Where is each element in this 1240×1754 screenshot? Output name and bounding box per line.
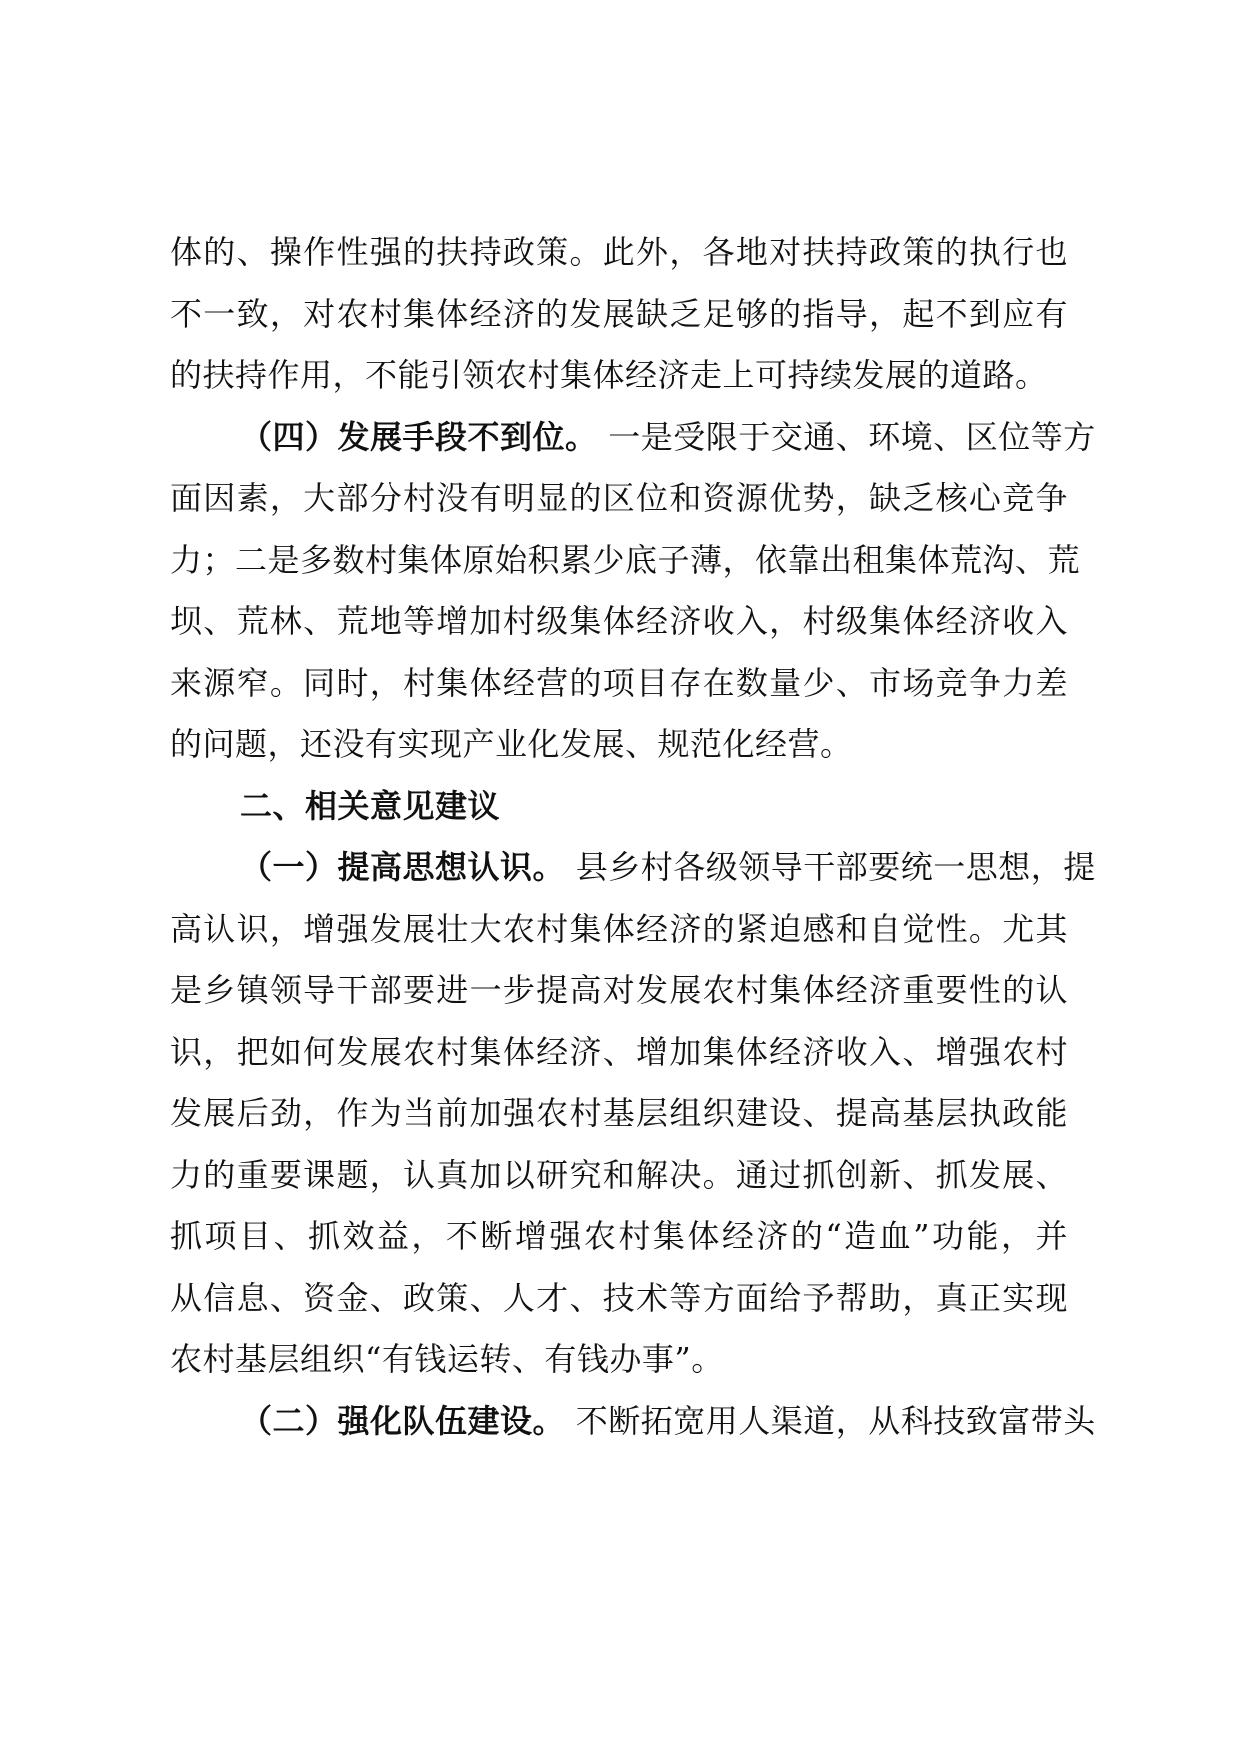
- subsection-1-first-line: [170, 837, 1096, 899]
- text-line: 面因素，大部分村没有明显的区位和资源优势，缺乏核心竞争: [170, 479, 1068, 517]
- text-line: 体的、操作性强的扶持政策。此外，各地对扶持政策的执行也: [170, 233, 1068, 271]
- section-4-text: 一是受限于交通、环境、区位等方: [597, 417, 1096, 456]
- text-line: 力；二是多数村集体原始积累少底子薄，依靠出租集体荒沟、荒: [170, 540, 1081, 579]
- text-line: 高认识，增强发展壮大农村集体经济的紧迫感和自觉性。尤其: [170, 909, 1068, 948]
- text-line: 抓项目、抓效益，不断增强农村集体经济的“造血”功能，并: [170, 1217, 1068, 1255]
- text-line: 坝、荒林、荒地等增加村级集体经济收入，村级集体经济收入: [170, 602, 1068, 640]
- text-line: 是乡镇领导干部要进一步提高对发展农村集体经济重要性的认: [170, 971, 1068, 1009]
- text-line: 农村基层组织“有钱运转、有钱办事”。: [170, 1340, 724, 1378]
- text-line: 发展后劲，作为当前加强农村基层组织建设、提高基层执政能: [170, 1094, 1068, 1132]
- subsection-2-text: 不断拓宽用人渠道，从科技致富带头: [565, 1401, 1096, 1440]
- section-4-first-line: [170, 407, 1096, 469]
- document-body: [170, 222, 1096, 1452]
- section-heading: 二、相关意见建议: [240, 786, 501, 825]
- text-line: 的问题，还没有实现产业化发展、规范化经营。: [170, 725, 853, 763]
- text-line: 力的重要课题，认真加以研究和解决。通过抓创新、抓发展、: [170, 1155, 1068, 1194]
- subsection-1-title: （一）提高思想认识。: [240, 848, 566, 886]
- text-line: 来源窄。同时，村集体经营的项目存在数量少、市场竞争力差: [170, 663, 1068, 702]
- text-line: 从信息、资金、政策、人才、技术等方面给予帮助，真正实现: [170, 1278, 1068, 1317]
- text-line: 的扶持作用，不能引领农村集体经济走上可持续发展的道路。: [170, 356, 1048, 394]
- section-4-title: （四）发展手段不到位。: [240, 417, 598, 456]
- subsection-2-first-line: [170, 1391, 1096, 1453]
- text-line: 不一致，对农村集体经济的发展缺乏足够的指导，起不到应有: [170, 294, 1068, 333]
- text-line: 识，把如何发展农村集体经济、增加集体经济收入、增强农村: [170, 1032, 1068, 1071]
- subsection-2-title: （二）强化队伍建设。: [240, 1401, 566, 1440]
- subsection-1-text: 县乡村各级领导干部要统一思想，提: [565, 848, 1096, 886]
